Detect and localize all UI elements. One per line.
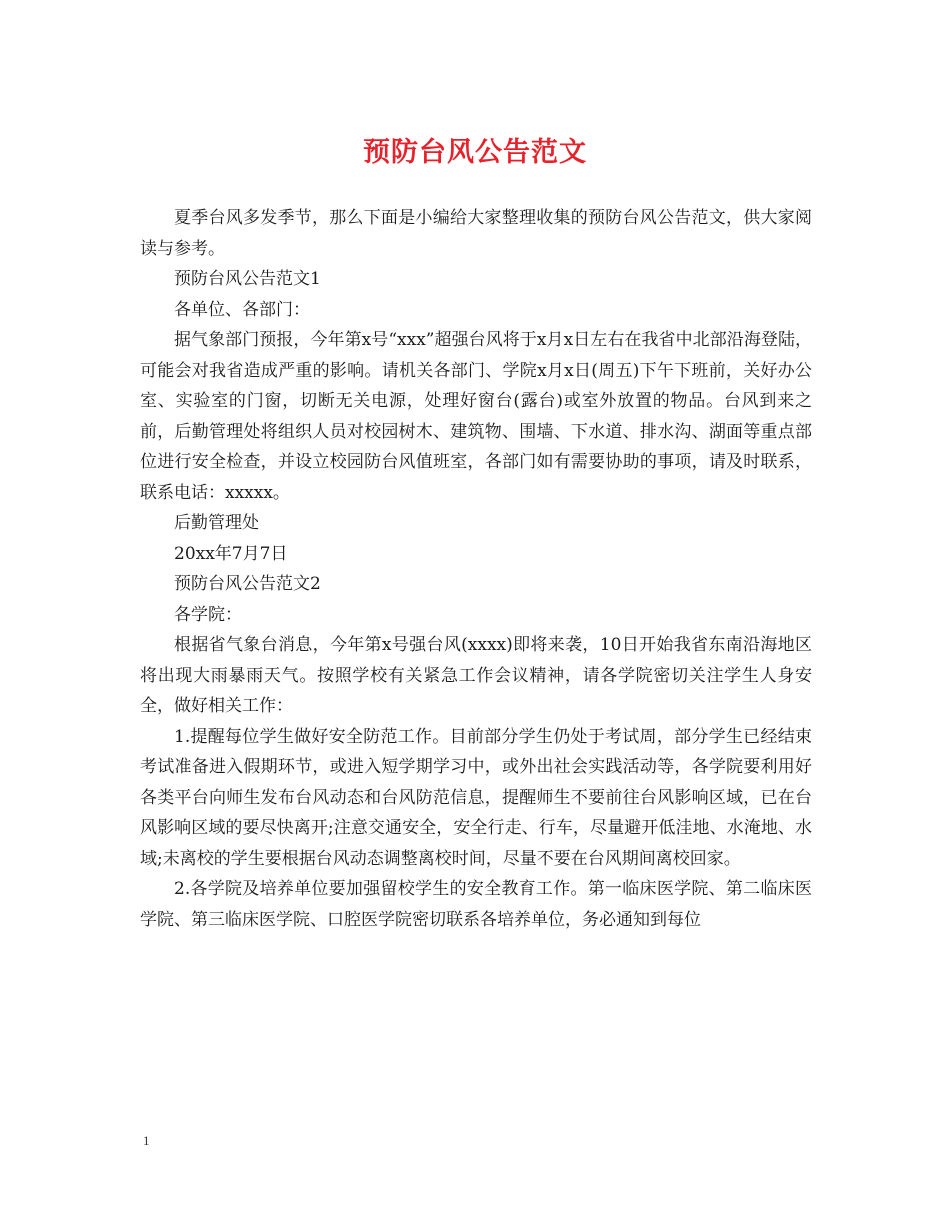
- document-body: [140, 203, 812, 935]
- salutation-1: 各单位、各部门：: [174, 299, 310, 320]
- intro-paragraph: 夏季台风多发季节，那么下面是小编给大家整理收集的预防台风公告范文，供大家阅读与参考。: [140, 208, 812, 259]
- salutation-2: 各学院：: [174, 604, 242, 625]
- signature-department: 后勤管理处: [174, 513, 259, 533]
- list-item-2: 2.各学院及培养单位要加强留校学生的安全教育工作。第一临床医学院、第二临床医学院、第三临床医学院、口腔医学院密切联系各培养单位，务必通知到每位: [140, 879, 812, 930]
- body-paragraph: 根据省气象台消息，今年第x号强台风(xxxx)即将来袭，10日开始我省东南沿海地区将出现大雨暴雨天气。按照学校有关紧急工作会议精神，请各学院密切关注学生人身安全，做好相关工作：: [140, 635, 812, 716]
- section-heading-1: 预防台风公告范文1: [174, 269, 321, 289]
- section-heading-2: 预防台风公告范文2: [174, 574, 321, 594]
- document-title: 预防台风公告范文: [363, 137, 587, 168]
- body-paragraph: 据气象部门预报，今年第x号“xxx”超强台风将于x月x日左右在我省中北部沿海登陆，可能会对我省造成严重的影响。请机关各部门、学院x月x日(周五)下午下班前，关好办公室、实验室的门窗，切断无关电源，处理好窗台(露台)或室外放置的物品。台风到来之前，后勤管理处将组织人员对校园树木、建筑物、围墙、下水道、排水沟、湖面等重点部位进行安全检查，并设立校园防台风值班室，各部门如有需要协助的事项，请及时联系，联系电话：xxxxx。: [140, 330, 812, 503]
- page-number: 1: [143, 1133, 150, 1148]
- signature-date: 20xx年7月7日: [174, 543, 288, 564]
- list-item-1: 1.提醒每位学生做好安全防范工作。目前部分学生仍处于考试周，部分学生已经结束考试准备进入假期环节，或进入短学期学习中，或外出社会实践活动等，各学院要利用好各类平台向师生发布台风动态和台风防范信息，提醒师生不要前往台风影响区域，已在台风影响区域的要尽快离开;注意交通安全，安全行走、行车，尽量避开低洼地、水淹地、水域;未离校的学生要根据台风动态调整离校时间，尽量不要在台风期间离校回家。: [140, 726, 812, 869]
